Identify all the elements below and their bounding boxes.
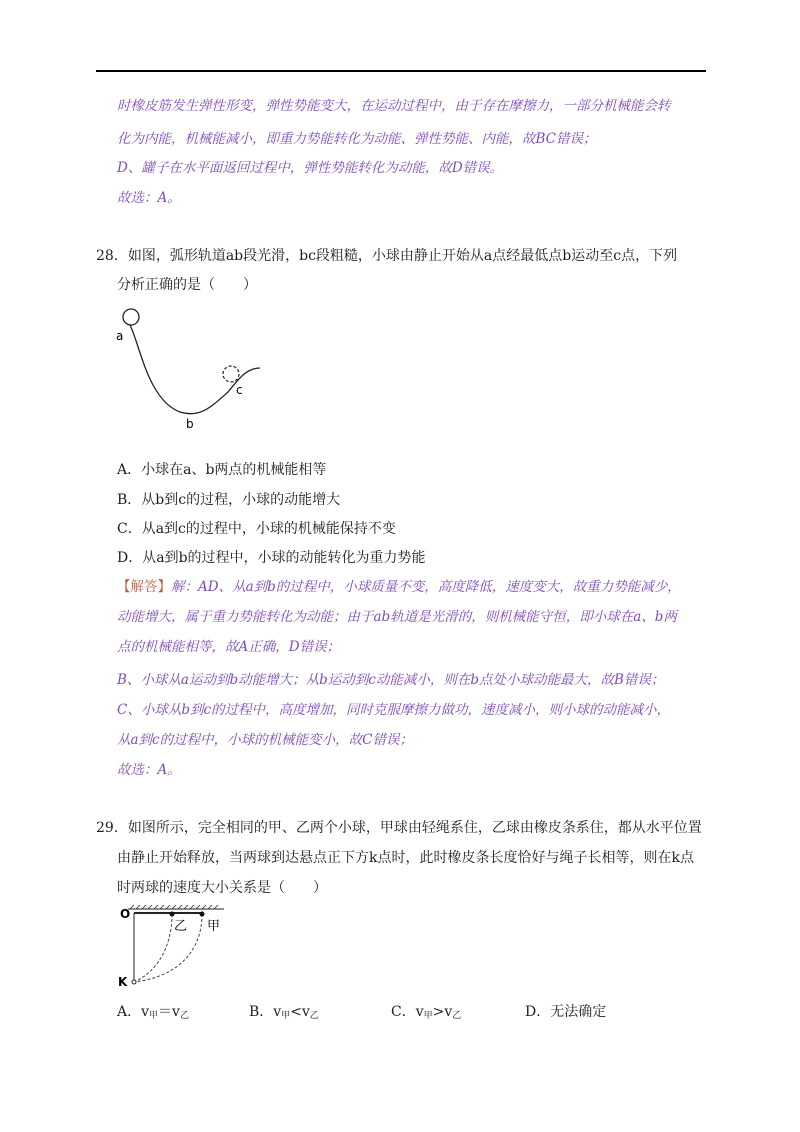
q28-answer-line-7: 故选：A。 (117, 762, 181, 778)
q29-option-d: D．无法确定 (525, 1004, 607, 1020)
q28-track-figure (110, 300, 270, 435)
arc-jia (134, 914, 202, 982)
q29-options-row (117, 1002, 606, 1026)
label-jia: 甲 (207, 919, 221, 934)
q29-option-c: C．$v_甲>v_乙$ (391, 1004, 462, 1021)
answer-line-1-text: 解：AD、从a到b的过程中，小球质量不变，高度降低，速度变大，故重力势能减少， (171, 579, 681, 595)
q28-option-b: B．从b到c的过程，小球的动能增大 (117, 492, 341, 508)
label-yi: 乙 (174, 919, 188, 934)
answer-tag: 【解答】 (117, 579, 171, 595)
label-c: c (236, 383, 243, 397)
q29-option-a: A．$v_甲=v_乙$ (117, 1004, 189, 1021)
arc-yi (134, 914, 172, 982)
ball-yi (170, 912, 175, 917)
q28-answer-line-4: B、小球从a运动到b动能增大；从b运动到c动能减小，则在b点处小球动能最大，故B错误； (117, 672, 665, 688)
q29-pendulum-figure (112, 902, 232, 992)
label-b: b (186, 417, 194, 431)
q28-answer-line-1 (117, 577, 681, 597)
q28-stem-line-2: 分析正确的是（ ） (117, 277, 257, 293)
q28-option-d: D．从a到b的过程中，小球的动能转化为重力势能 (117, 550, 426, 566)
label-o: O (120, 907, 131, 921)
ball-jia (200, 912, 205, 917)
q29-stem-line-2: 由静止开始释放，当两球到达悬点正下方k点时，此时橡皮条长度恰好与绳子长相等，则在k点 (117, 850, 694, 866)
q29-stem-line-3: 时两球的速度大小关系是（ ） (117, 880, 327, 896)
ball-at-a (123, 309, 139, 325)
prev-answer-line-1: 时橡皮筋发生弹性形变，弹性势能变大，在运动过程中，由于存在摩擦力，一部分机械能会转 (117, 98, 671, 114)
q28-option-a: A．小球在a、b两点的机械能相等 (117, 462, 327, 478)
q29-option-b: B．$v_甲<v_乙$ (249, 1004, 319, 1021)
q28-answer-line-6: 从a到c的过程中，小球的机械能变小，故C错误； (117, 732, 413, 748)
prev-answer-line-2: 化为内能，机械能减小，即重力势能转化为动能、弹性势能、内能，故BC错误； (117, 131, 597, 147)
q28-option-c: C．从a到c的过程中，小球的机械能保持不变 (117, 521, 396, 537)
prev-answer-line-4: 故选：A。 (117, 190, 181, 206)
prev-answer-line-3: D、罐子在水平面返回过程中，弹性势能转化为动能，故D错误。 (117, 160, 504, 176)
q29-stem-line-1: 29．如图所示，完全相同的甲、乙两个小球，甲球由轻绳系住，乙球由橡皮条系住，都从水平位置 (96, 820, 702, 836)
label-a: a (116, 329, 124, 343)
q28-stem-line-1: 28．如图，弧形轨道ab段光滑，bc段粗糙，小球由静止开始从a点经最低点b运动至c点，下列 (96, 248, 678, 264)
q28-answer-line-2: 动能增大，属于重力势能转化为动能；由于ab轨道是光滑的，则机械能守恒，即小球在a、b两 (117, 609, 677, 625)
label-k: K (118, 975, 128, 989)
point-k (132, 980, 136, 984)
header-rule (96, 70, 706, 72)
q28-answer-line-5: C、小球从b到c的过程中，高度增加，同时克服摩擦力做功，速度减小，则小球的动能减小， (117, 702, 671, 718)
q28-answer-line-3: 点的机械能相等，故A正确，D错误； (117, 639, 341, 655)
